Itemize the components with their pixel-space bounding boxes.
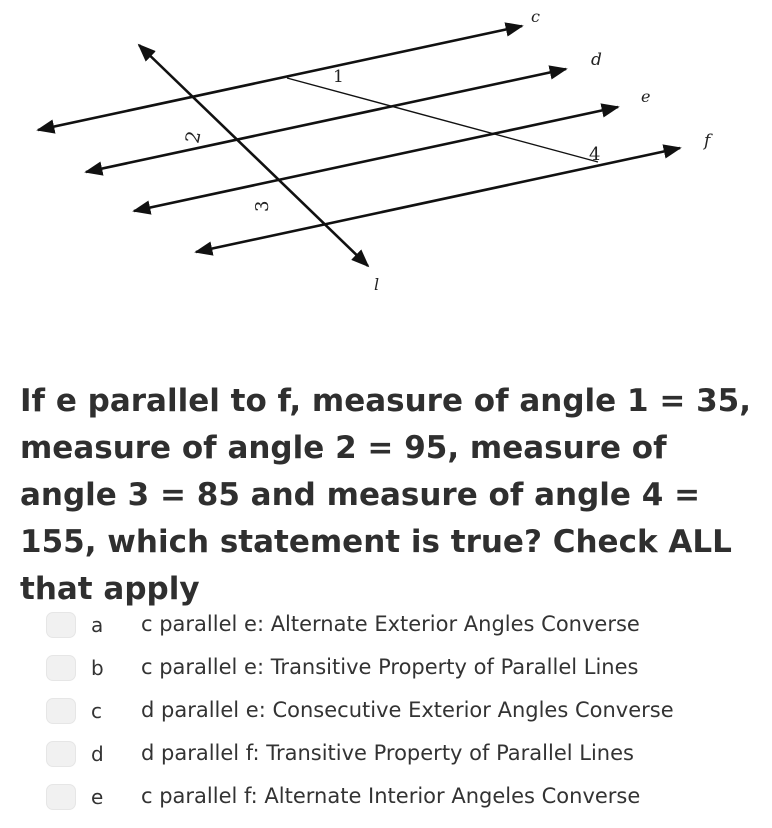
label-line-c: c bbox=[531, 7, 540, 26]
option-letter: c bbox=[91, 699, 102, 723]
option-letter: a bbox=[91, 613, 104, 637]
option-e[interactable] bbox=[0, 776, 772, 816]
line-f bbox=[196, 148, 680, 252]
angle-2-label: 2 bbox=[181, 128, 206, 146]
line-e bbox=[134, 107, 618, 211]
angle-4-label: 4 bbox=[589, 144, 601, 165]
option-text: c parallel f: Alternate Interior Angeles Converse bbox=[141, 784, 641, 808]
geometry-diagram bbox=[0, 0, 772, 310]
option-d[interactable] bbox=[0, 733, 772, 773]
label-line-l: l bbox=[374, 275, 380, 294]
checkbox[interactable] bbox=[46, 655, 76, 681]
option-text: c parallel e: Alternate Exterior Angles Converse bbox=[141, 612, 640, 636]
label-line-e: e bbox=[641, 87, 651, 106]
checkbox[interactable] bbox=[46, 698, 76, 724]
label-line-d: d bbox=[591, 50, 602, 70]
option-text: d parallel f: Transitive Property of Parallel Lines bbox=[141, 741, 634, 765]
option-letter: e bbox=[91, 785, 104, 809]
option-c[interactable] bbox=[0, 690, 772, 730]
checkbox[interactable] bbox=[46, 741, 76, 767]
label-line-f: f bbox=[704, 131, 711, 151]
option-text: c parallel e: Transitive Property of Parallel Lines bbox=[141, 655, 639, 679]
checkbox[interactable] bbox=[46, 784, 76, 810]
checkbox[interactable] bbox=[46, 612, 76, 638]
angle-3-label: 3 bbox=[252, 200, 273, 212]
option-letter: b bbox=[91, 656, 104, 680]
line-d bbox=[86, 69, 566, 172]
option-text: d parallel e: Consecutive Exterior Angles Converse bbox=[141, 698, 674, 722]
angle-1-label: 1 bbox=[333, 67, 344, 87]
line-c bbox=[38, 26, 522, 130]
option-b[interactable] bbox=[0, 647, 772, 687]
option-letter: d bbox=[91, 742, 104, 766]
question-text: If e parallel to f, measure of angle 1 = 35, measure of angle 2 = 95, measure of angle 3 = 85 and measure of angle 4 = 155, which statement is true? Check ALL that apply bbox=[20, 383, 752, 607]
option-a[interactable] bbox=[0, 604, 772, 644]
